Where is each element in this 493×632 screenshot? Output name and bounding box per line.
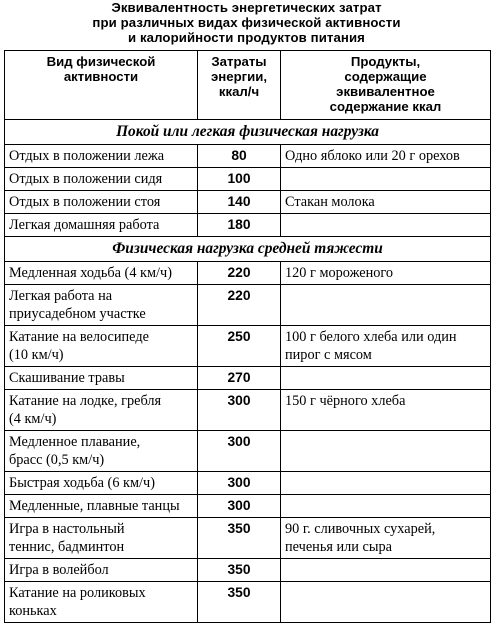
activity-text: Легкая домашняя работа <box>9 217 160 233</box>
table-row <box>5 214 491 237</box>
header-energy: Затраты энергии, ккал/ч <box>198 51 281 120</box>
product-cell <box>281 472 491 495</box>
table-row <box>5 472 491 495</box>
activity-text: Игра в настольный <box>9 521 125 537</box>
activity-cell <box>5 326 198 367</box>
activity-cell <box>5 518 198 559</box>
table-row <box>5 582 491 623</box>
table-row <box>5 495 491 518</box>
activity-text: Быстрая ходьба (6 км/ч) <box>9 475 155 491</box>
product-cell <box>281 390 491 431</box>
title-line-2: при различных видах физической активности <box>92 15 401 30</box>
product-text: Одно яблоко или 20 г орехов <box>285 148 460 164</box>
activity-text: Медленная ходьба (4 км/ч) <box>9 265 172 281</box>
table-row <box>5 285 491 326</box>
activity-text: (4 км/ч) <box>9 411 57 427</box>
table-row <box>5 168 491 191</box>
activity-text: Отдых в положении сидя <box>9 171 163 187</box>
header-activity: Вид физической активности <box>5 51 198 120</box>
product-cell <box>281 559 491 582</box>
product-cell <box>281 145 491 168</box>
product-cell <box>281 582 491 623</box>
document-title <box>0 0 493 45</box>
activity-text: приусадебном участке <box>9 306 146 322</box>
product-text: Стакан молока <box>285 194 375 210</box>
activity-text: Легкая работа на <box>9 288 113 304</box>
product-text: 90 г. сливочных сухарей, <box>285 521 436 537</box>
energy-cell: 220 <box>198 285 281 326</box>
section-header-row <box>5 120 491 145</box>
activity-text: Катание на роликовых <box>9 585 146 601</box>
activity-text: Игра в волейбол <box>9 562 109 578</box>
product-cell <box>281 168 491 191</box>
energy-cell: 350 <box>198 582 281 623</box>
energy-table <box>4 50 491 623</box>
activity-cell <box>5 262 198 285</box>
product-cell <box>281 262 491 285</box>
table-row <box>5 431 491 472</box>
activity-text: Медленные, плавные танцы <box>9 498 180 514</box>
activity-cell <box>5 214 198 237</box>
activity-text: Отдых в положении стоя <box>9 194 161 210</box>
energy-cell: 270 <box>198 367 281 390</box>
header-row <box>5 51 491 120</box>
table-row <box>5 191 491 214</box>
activity-cell <box>5 191 198 214</box>
title-line-1: Эквивалентность энергетических затрат <box>111 0 382 15</box>
energy-cell: 300 <box>198 390 281 431</box>
table-row <box>5 262 491 285</box>
energy-cell: 350 <box>198 559 281 582</box>
energy-cell: 220 <box>198 262 281 285</box>
energy-cell: 250 <box>198 326 281 367</box>
activity-text: Медленное плавание, <box>9 434 141 450</box>
product-cell <box>281 518 491 559</box>
product-text: 150 г чёрного хлеба <box>285 393 406 409</box>
energy-cell: 300 <box>198 431 281 472</box>
table-row <box>5 367 491 390</box>
activity-cell <box>5 390 198 431</box>
activity-cell <box>5 285 198 326</box>
section-header-row <box>5 237 491 262</box>
table-row <box>5 559 491 582</box>
activity-text: Скашивание травы <box>9 370 125 386</box>
table-row <box>5 390 491 431</box>
activity-text: (10 км/ч) <box>9 347 64 363</box>
product-cell <box>281 285 491 326</box>
table-row <box>5 518 491 559</box>
activity-cell <box>5 367 198 390</box>
section-title: Физическая нагрузка средней тяжести <box>5 237 491 262</box>
section-title: Покой или легкая физическая нагрузка <box>5 120 491 145</box>
energy-cell: 300 <box>198 472 281 495</box>
table-row <box>5 145 491 168</box>
product-text: печенья или сыра <box>285 539 392 555</box>
product-text: 120 г мороженого <box>285 265 394 281</box>
energy-cell: 180 <box>198 214 281 237</box>
activity-text: коньках <box>9 603 57 619</box>
product-text: пирог с мясом <box>285 347 372 363</box>
energy-cell: 80 <box>198 145 281 168</box>
energy-cell: 350 <box>198 518 281 559</box>
header-products: Продукты, содержащие эквивалентное содержание ккал <box>281 51 491 120</box>
product-cell <box>281 495 491 518</box>
activity-text: брасс (0,5 км/ч) <box>9 452 105 468</box>
activity-text: Отдых в положении лежа <box>9 148 165 164</box>
activity-cell <box>5 168 198 191</box>
product-text: 100 г белого хлеба или один <box>285 329 457 345</box>
product-cell <box>281 214 491 237</box>
product-cell <box>281 191 491 214</box>
activity-text: теннис, бадминтон <box>9 539 125 555</box>
activity-text: Катание на лодке, гребля <box>9 393 162 409</box>
table-row <box>5 326 491 367</box>
energy-cell: 300 <box>198 495 281 518</box>
activity-cell <box>5 472 198 495</box>
activity-text: Катание на велосипеде <box>9 329 149 345</box>
activity-cell <box>5 559 198 582</box>
table-body <box>5 120 491 623</box>
activity-cell <box>5 431 198 472</box>
energy-cell: 140 <box>198 191 281 214</box>
activity-cell <box>5 145 198 168</box>
activity-cell <box>5 495 198 518</box>
energy-cell: 100 <box>198 168 281 191</box>
product-cell <box>281 431 491 472</box>
title-line-3: и калорийности продуктов питания <box>128 30 365 45</box>
product-cell <box>281 367 491 390</box>
activity-cell <box>5 582 198 623</box>
product-cell <box>281 326 491 367</box>
